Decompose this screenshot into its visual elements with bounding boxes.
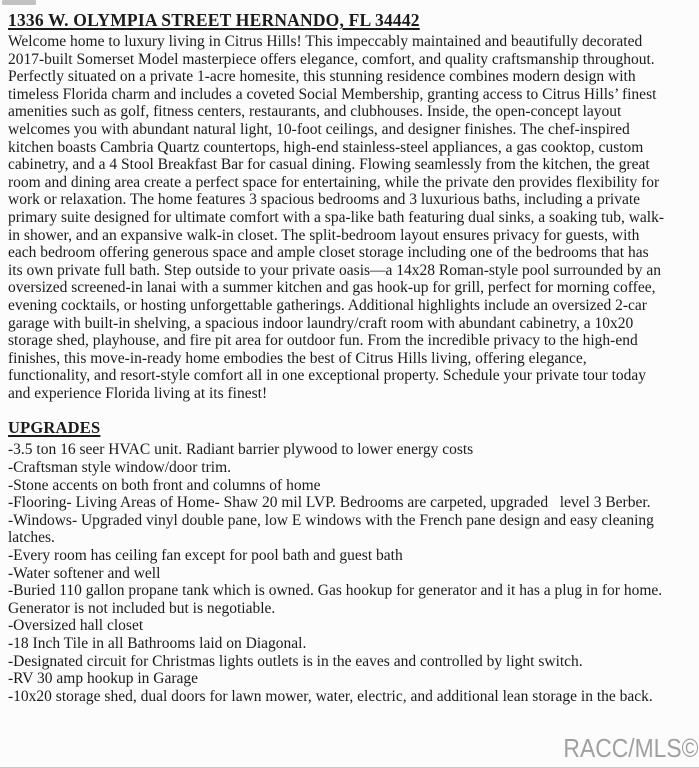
upgrade-item: -18 Inch Tile in all Bathrooms laid on Diagonal.: [8, 635, 307, 652]
upgrade-item: -10x20 storage shed, dual doors for lawn mower, water, electric, and additional lean storage in the back.: [8, 687, 653, 705]
upgrade-item: -Designated circuit for Christmas lights outlets is in the eaves and controlled by light switch.: [8, 652, 583, 670]
upgrade-item: -3.5 ton 16 seer HVAC unit. Radiant barrier plywood to lower energy costs: [8, 441, 474, 459]
listing-description: Welcome home to luxury living in Citrus Hills! This impeccably maintained and beautifully decorated 2017-built Somerset Model masterpiece offers elegance, comfort, and quality craftsmanship throughout. Perfectly situated on a private 1-acre homesite, this stunning residence combines modern design with timeless Florida charm and includes a coveted Social Membership, granting access to Citrus Hills’ finest amenities such as golf, fitness centers, restaurants, and clubhouses. Inside, the open-concept layout welcomes you with abundant natural light, 10-foot ceilings, and designer finishes. The chef-inspired kitchen boasts Cambria Quartz countertops, high-end stainless-steel appliances, a gas cooktop, custom cabinetry, and a 4 Stool Breakfast Bar for casual dining. Flowing seamlessly from the kitchen, the great room and dining area create a perfect space for entertaining, while the private den provides flexibility for work or relaxation. The home features 3 spacious bedrooms and 3 luxurious baths, including a private primary suite designed for ultimate comfort with a spa-like bath featuring dual sinks, a soaking tub, walk-in shower, and an expansive walk-in closet. The split-bedroom layout ensures privacy for guests, with each bedroom offering generous space and ample closet storage including one of the bedrooms that has its own private full bath. Step outside to your private oasis—a 14x28 Roman-style pool surrounded by an oversized screened-in lanai with a summer kitchen and gas hook-up for grill, perfect for morning coffee, evening cocktails, or hosting unforgettable gatherings. Additional highlights include an oversized 2-car garage with built-in shelving, a spacious indoor laundry/craft room with abundant cabinetry, a 10x20 storage shed, playhouse, and fire pit area for outdoor fun. From the incredible privacy to the high-end finishes, this move-in-ready home embodies the best of Citrus Hills living, offering elegance, functionality, and resort-style comfort all in one exceptional property. Schedule your private tour today and experience Florida living at its finest!: [8, 33, 665, 402]
upgrade-item: -Craftsman style window/door trim.: [8, 459, 231, 477]
scan-artifact-mark: [2, 0, 36, 5]
upgrade-item: -Buried 110 gallon propane tank which is owned. Gas hookup for generator and it has a plug in for home. Generator is not included but is negotiable.: [8, 582, 667, 617]
listing-address-title: 1336 W. OLYMPIA STREET HERNANDO, FL 34442: [8, 10, 420, 30]
mls-watermark: RACC/MLS©: [563, 733, 699, 763]
upgrade-item: -Water softener and well: [8, 564, 161, 582]
upgrades-heading: UPGRADES: [8, 418, 101, 438]
upgrade-item: -Every room has ceiling fan except for pool bath and guest bath: [8, 547, 403, 565]
upgrade-item: -Stone accents on both front and columns of home: [8, 476, 321, 494]
upgrades-list: [8, 441, 666, 705]
upgrade-item: -Windows- Upgraded vinyl double pane, low E windows with the French pane design and easy cleaning latches.: [8, 511, 658, 547]
upgrade-item: -RV 30 amp hookup in Garage: [8, 670, 199, 688]
upgrade-item: -Oversized hall closet: [8, 617, 144, 635]
upgrade-item: -Flooring- Living Areas of Home- Shaw 20 mil LVP. Bedrooms are carpeted, upgraded level 3 Berber.: [8, 494, 651, 512]
